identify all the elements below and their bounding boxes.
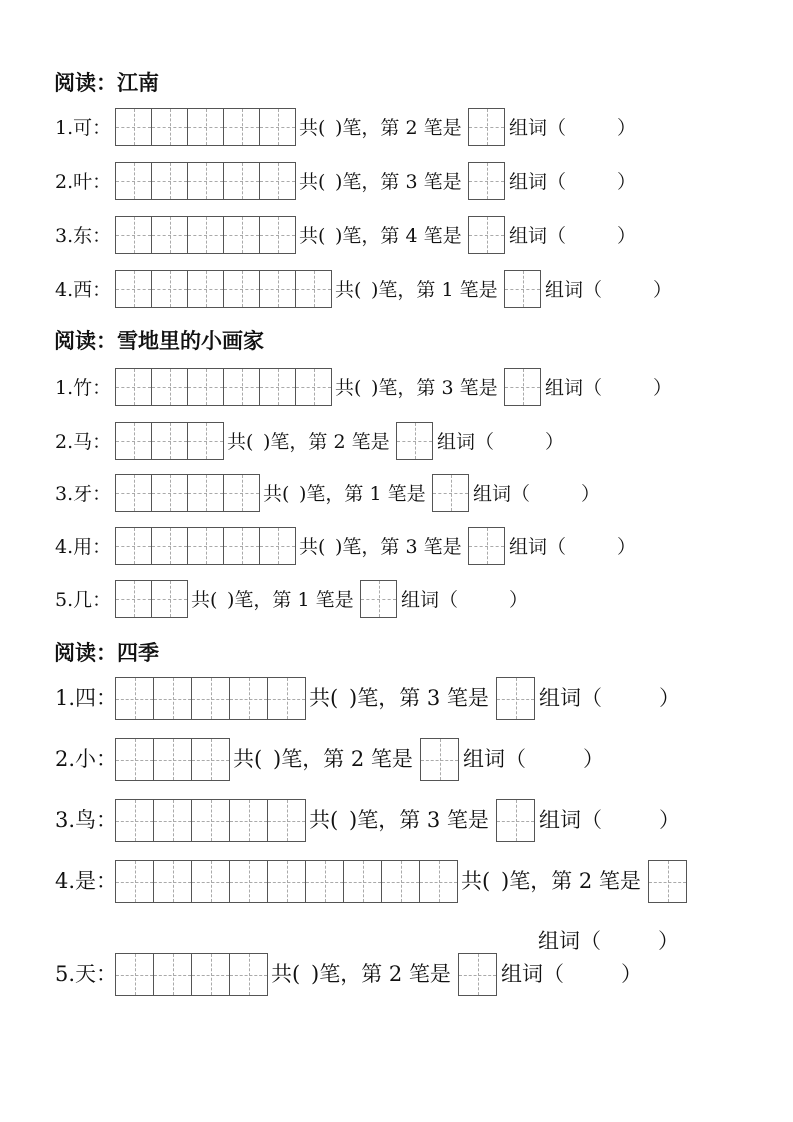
tianzige-cell[interactable] — [153, 799, 192, 842]
stroke-order-text: )笔，第 1 笔是 — [371, 279, 498, 301]
word-group-label: 组词（ — [539, 808, 602, 832]
stroke-order-text: )笔，第 2 笔是 — [501, 869, 641, 893]
tianzige-cell[interactable] — [187, 422, 224, 460]
section-title: 阅读：雪地里的小画家 — [54, 329, 264, 353]
stroke-count-prefix: 共( — [271, 962, 301, 986]
stroke-order-text: )笔，第 2 笔是 — [311, 962, 451, 986]
tianzige-cell[interactable] — [187, 108, 224, 146]
question-row — [0, 677, 793, 721]
tianzige-cell[interactable] — [259, 527, 296, 565]
tianzige-cell[interactable] — [115, 738, 154, 781]
answer-box[interactable] — [468, 216, 505, 254]
stroke-writing-grid[interactable] — [115, 422, 223, 460]
stroke-order-text: )笔，第 3 笔是 — [349, 808, 489, 832]
word-group-label: 组词（ — [473, 483, 531, 505]
tianzige-cell[interactable] — [187, 270, 224, 308]
tianzige-cell[interactable] — [115, 108, 152, 146]
stroke-order-text: )笔，第 4 笔是 — [335, 225, 462, 247]
tianzige-cell[interactable] — [153, 677, 192, 720]
word-group-close: ） — [658, 929, 679, 953]
tianzige-cell[interactable] — [115, 162, 152, 200]
stroke-writing-grid[interactable] — [115, 162, 295, 200]
tianzige-cell[interactable] — [259, 162, 296, 200]
tianzige-cell[interactable] — [223, 527, 260, 565]
word-group-close: ） — [653, 377, 673, 399]
word-group-close: ） — [617, 117, 637, 139]
stroke-writing-grid[interactable] — [115, 108, 295, 146]
stroke-count-prefix: 共( — [299, 117, 326, 139]
tianzige-cell[interactable] — [115, 422, 152, 460]
question-label: 4.西： — [55, 279, 112, 301]
stroke-order-text: )笔，第 2 笔是 — [263, 431, 390, 453]
word-group-label: 组词（ — [545, 279, 603, 301]
stroke-count-prefix: 共( — [227, 431, 254, 453]
question-label: 2.小： — [55, 747, 118, 771]
word-group-close: ） — [617, 171, 637, 193]
tianzige-cell[interactable] — [153, 953, 192, 996]
answer-box[interactable] — [396, 422, 433, 460]
question-row — [0, 738, 793, 782]
tianzige-cell[interactable] — [191, 953, 230, 996]
stroke-writing-grid[interactable] — [115, 216, 295, 254]
stroke-count-prefix: 共( — [299, 225, 326, 247]
stroke-order-text: )笔，第 3 笔是 — [335, 171, 462, 193]
stroke-count-prefix: 共( — [335, 377, 362, 399]
stroke-writing-grid[interactable] — [115, 677, 305, 720]
tianzige-cell[interactable] — [259, 270, 296, 308]
tianzige-cell[interactable] — [187, 474, 224, 512]
tianzige-cell[interactable] — [295, 270, 332, 308]
word-group-close: ） — [621, 962, 642, 986]
stroke-writing-grid[interactable] — [115, 799, 305, 842]
tianzige-cell[interactable] — [115, 216, 152, 254]
stroke-count-prefix: 共( — [335, 279, 362, 301]
answer-box[interactable] — [420, 738, 459, 781]
question-label: 1.竹： — [55, 377, 112, 399]
word-group-label: 组词（ — [545, 377, 603, 399]
word-group-close: ） — [659, 808, 680, 832]
stroke-order-text: )笔，第 3 笔是 — [349, 686, 489, 710]
tianzige-cell[interactable] — [191, 677, 230, 720]
tianzige-cell[interactable] — [419, 860, 458, 903]
question-row — [0, 953, 793, 997]
word-group-label: 组词（ — [539, 686, 602, 710]
answer-box[interactable] — [432, 474, 469, 512]
tianzige-cell[interactable] — [187, 527, 224, 565]
word-group-close: ） — [659, 686, 680, 710]
tianzige-cell[interactable] — [151, 527, 188, 565]
word-group-close: ） — [581, 483, 601, 505]
stroke-count-prefix: 共( — [309, 686, 339, 710]
tianzige-cell[interactable] — [187, 216, 224, 254]
tianzige-cell[interactable] — [295, 368, 332, 406]
word-group-label: 组词（ — [401, 589, 459, 611]
word-group-close: ） — [617, 536, 637, 558]
word-group-label: 组词（ — [509, 117, 567, 139]
question-row — [0, 474, 793, 518]
question-row — [0, 368, 793, 412]
stroke-order-text: )笔，第 3 笔是 — [335, 536, 462, 558]
answer-box[interactable] — [360, 580, 397, 618]
answer-box[interactable] — [468, 162, 505, 200]
question-label: 4.是： — [55, 869, 118, 893]
tianzige-cell[interactable] — [229, 799, 268, 842]
tianzige-cell[interactable] — [267, 860, 306, 903]
tianzige-cell[interactable] — [223, 216, 260, 254]
question-row — [0, 527, 793, 571]
question-label: 3.鸟： — [55, 808, 118, 832]
stroke-count-prefix: 共( — [299, 171, 326, 193]
stroke-order-text: )笔，第 1 笔是 — [227, 589, 354, 611]
word-group-label: 组词（ — [437, 431, 495, 453]
stroke-writing-grid[interactable] — [115, 368, 331, 406]
stroke-count-prefix: 共( — [263, 483, 290, 505]
word-group-label: 组词（ — [463, 747, 526, 771]
question-label: 3.牙： — [55, 483, 112, 505]
tianzige-cell[interactable] — [343, 860, 382, 903]
stroke-writing-grid[interactable] — [115, 580, 187, 618]
answer-box[interactable] — [468, 108, 505, 146]
stroke-writing-grid[interactable] — [115, 738, 229, 781]
stroke-count-prefix: 共( — [461, 869, 491, 893]
tianzige-cell[interactable] — [259, 216, 296, 254]
tianzige-cell[interactable] — [229, 677, 268, 720]
question-row — [0, 860, 793, 953]
question-row — [0, 216, 793, 260]
question-label: 5.天： — [55, 962, 118, 986]
tianzige-cell[interactable] — [115, 677, 154, 720]
word-group-label: 组词（ — [501, 962, 564, 986]
tianzige-cell[interactable] — [151, 270, 188, 308]
question-row — [0, 270, 793, 314]
tianzige-cell[interactable] — [151, 580, 188, 618]
stroke-writing-grid[interactable] — [115, 474, 259, 512]
stroke-order-text: )笔，第 1 笔是 — [299, 483, 426, 505]
question-label: 2.马： — [55, 431, 112, 453]
section-title: 阅读：江南 — [54, 71, 159, 95]
answer-box[interactable] — [496, 799, 535, 842]
stroke-count-prefix: 共( — [309, 808, 339, 832]
answer-box[interactable] — [504, 270, 541, 308]
tianzige-cell[interactable] — [191, 738, 230, 781]
stroke-count-prefix: 共( — [191, 589, 218, 611]
tianzige-cell[interactable] — [223, 162, 260, 200]
tianzige-cell[interactable] — [223, 474, 260, 512]
stroke-writing-grid[interactable] — [115, 270, 331, 308]
tianzige-cell[interactable] — [191, 799, 230, 842]
word-group-label: 组词（ — [509, 536, 567, 558]
question-row — [0, 580, 793, 624]
tianzige-cell[interactable] — [151, 162, 188, 200]
tianzige-cell[interactable] — [223, 270, 260, 308]
tianzige-cell[interactable] — [153, 738, 192, 781]
stroke-writing-grid[interactable] — [115, 953, 267, 996]
question-label: 4.用： — [55, 536, 112, 558]
question-row — [0, 162, 793, 206]
word-group-close: ） — [545, 431, 565, 453]
tianzige-cell[interactable] — [115, 799, 154, 842]
question-label: 1.四： — [55, 686, 118, 710]
tianzige-cell[interactable] — [115, 368, 152, 406]
tianzige-cell[interactable] — [187, 368, 224, 406]
tianzige-cell[interactable] — [115, 580, 152, 618]
tianzige-cell[interactable] — [259, 368, 296, 406]
word-group-label: 组词（ — [538, 929, 601, 953]
stroke-count-prefix: 共( — [233, 747, 263, 771]
tianzige-cell[interactable] — [267, 677, 306, 720]
stroke-writing-grid[interactable] — [115, 860, 457, 903]
tianzige-cell[interactable] — [151, 422, 188, 460]
answer-box[interactable] — [458, 953, 497, 996]
word-group-close: ） — [653, 279, 673, 301]
tianzige-cell[interactable] — [115, 527, 152, 565]
question-label: 3.东： — [55, 225, 112, 247]
tianzige-cell[interactable] — [191, 860, 230, 903]
answer-box[interactable] — [648, 860, 687, 903]
answer-box[interactable] — [504, 368, 541, 406]
question-row — [0, 108, 793, 152]
tianzige-cell[interactable] — [151, 108, 188, 146]
stroke-writing-grid[interactable] — [115, 527, 295, 565]
question-label: 5.几： — [55, 589, 112, 611]
tianzige-cell[interactable] — [151, 474, 188, 512]
word-group-close: ） — [509, 589, 529, 611]
word-group-close: ） — [583, 747, 604, 771]
tianzige-cell[interactable] — [223, 368, 260, 406]
answer-box[interactable] — [496, 677, 535, 720]
tianzige-cell[interactable] — [229, 860, 268, 903]
tianzige-cell[interactable] — [153, 860, 192, 903]
stroke-order-text: )笔，第 2 笔是 — [273, 747, 413, 771]
tianzige-cell[interactable] — [223, 108, 260, 146]
question-row — [0, 799, 793, 843]
answer-box[interactable] — [468, 527, 505, 565]
tianzige-cell[interactable] — [267, 799, 306, 842]
question-label: 2.叶： — [55, 171, 112, 193]
tianzige-cell[interactable] — [229, 953, 268, 996]
tianzige-cell[interactable] — [151, 368, 188, 406]
word-group-label: 组词（ — [509, 171, 567, 193]
word-group-close: ） — [617, 225, 637, 247]
tianzige-cell[interactable] — [259, 108, 296, 146]
tianzige-cell[interactable] — [115, 953, 154, 996]
section-title: 阅读：四季 — [54, 641, 159, 665]
tianzige-cell[interactable] — [151, 216, 188, 254]
stroke-order-text: )笔，第 3 笔是 — [371, 377, 498, 399]
stroke-order-text: )笔，第 2 笔是 — [335, 117, 462, 139]
word-group-label: 组词（ — [509, 225, 567, 247]
question-row — [0, 422, 793, 466]
tianzige-cell[interactable] — [305, 860, 344, 903]
tianzige-cell[interactable] — [115, 860, 154, 903]
tianzige-cell[interactable] — [115, 474, 152, 512]
tianzige-cell[interactable] — [187, 162, 224, 200]
tianzige-cell[interactable] — [381, 860, 420, 903]
stroke-count-prefix: 共( — [299, 536, 326, 558]
tianzige-cell[interactable] — [115, 270, 152, 308]
question-label: 1.可： — [55, 117, 112, 139]
